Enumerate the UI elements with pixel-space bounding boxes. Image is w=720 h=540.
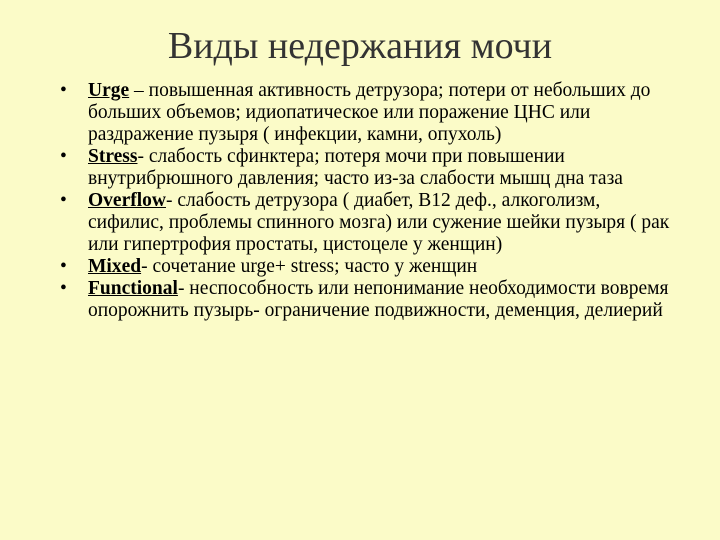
item-text: – повышенная активность детрузора; потери от небольших до больших объемов; идиопатическое или поражение ЦНС или раздражение пузыря ( инфекции, камни, опухоль) — [88, 80, 651, 145]
item-text: - неспособность или непонимание необходимости вовремя опорожнить пузырь- ограничение подвижности, деменция, делиерий — [88, 278, 669, 321]
bullet-icon: • — [60, 146, 67, 167]
term-label: Urge — [88, 80, 130, 101]
bullet-icon: • — [60, 278, 67, 299]
list-item — [60, 80, 670, 146]
list-item — [60, 278, 670, 322]
item-text: - слабость сфинктера; потеря мочи при повышении внутрибрюшного давления; часто из-за слабости мышц дна таза — [88, 146, 623, 189]
bullet-icon: • — [60, 190, 67, 211]
slide-title: Виды недержания мочи — [167, 25, 553, 67]
term-label: Overflow — [88, 190, 166, 211]
list-item — [60, 190, 670, 256]
list-item — [60, 256, 670, 278]
item-text: - сочетание urge+ stress; часто у женщин — [141, 256, 478, 277]
item-text: - слабость детрузора ( диабет, B12 деф., алкоголизм, сифилис, проблемы спинного мозга) или сужение шейки пузыря ( рак или гипертрофия простаты, цистоцеле у женщин) — [88, 190, 670, 255]
term-label: Mixed — [88, 256, 142, 277]
bullet-icon: • — [60, 80, 67, 101]
term-label: Functional — [88, 278, 178, 299]
term-label: Stress — [88, 146, 138, 167]
list-item — [60, 146, 670, 190]
bullet-icon: • — [60, 256, 67, 277]
bullet-list — [60, 80, 670, 322]
